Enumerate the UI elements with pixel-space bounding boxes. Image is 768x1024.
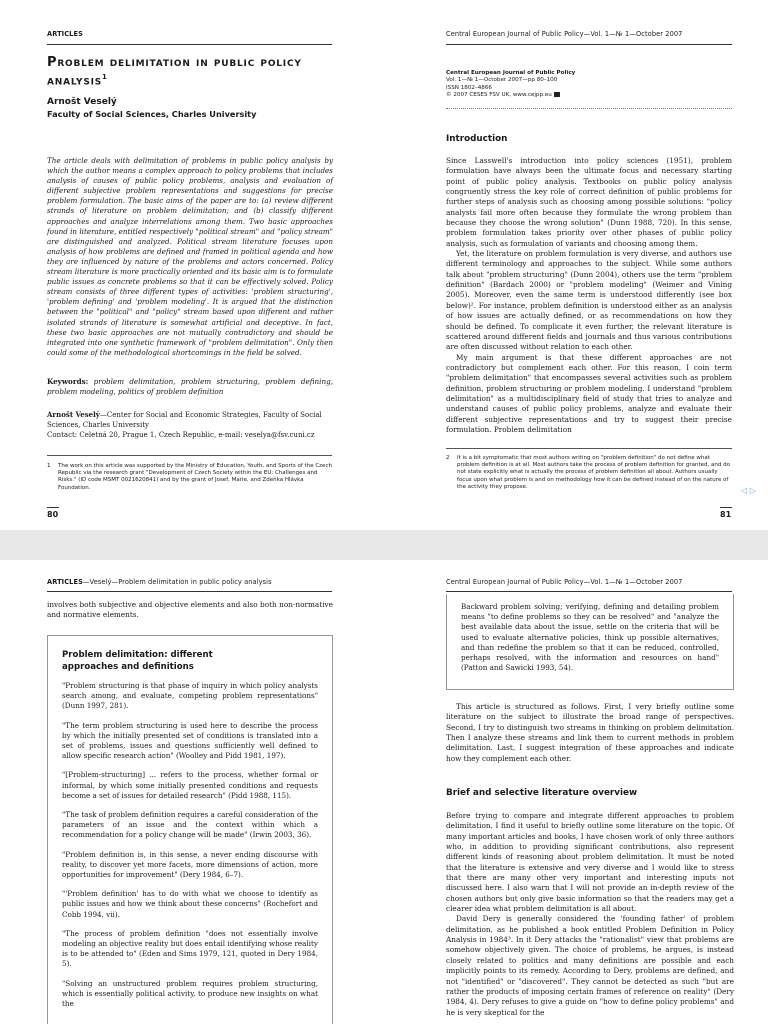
- footnote: The work on this article was supported by the Ministry of Education, Youth, and Sports of the Czech Republic via the research grant "Development of Czech Society within the EU: Challenges and Risks." (ID code MSMT 0021620841) and by the grant of Josef, Marie, and Zdeňka Hlávka Foundation.: [58, 463, 332, 491]
- footnote-number: 2: [446, 455, 450, 461]
- running-header: Central European Journal of Public Policy—Vol. 1—№ 1—October 2007: [446, 578, 683, 586]
- structure-paragraph: This article is structured as follows. First, I very briefly outline some literature on the subject to illustrate the broad range of perspectives. Second, I try to distinguish two streams in thinking on problem delimitation. Then I analyze these streams and link them to current methods in problem delimitation. Last, I suggest integration of these approaches and indicate how they complement each other.: [446, 702, 734, 763]
- definitions-box: [47, 635, 333, 1024]
- continued-text: involves both subjective and objective elements and also both non-normative and normative elements.: [47, 600, 333, 620]
- page-nav-arrows-icon[interactable]: ◁ ▷: [741, 486, 756, 495]
- abstract: The article deals with delimitation of problems in public policy analysis by which the author means a complex approach to policy problems that includes analysis of causes of public policy problems, analysis and evaluation of different subjective problem representations and suggestions for precise problem formulation. The basic aims of the paper are to: (a) review different strands of literature on problem delimitation; and (b) classify different approaches and analyze interrelations among them. Two basic approaches found in literature, entitled respectively "political stream" and "policy stream" are distinguished and analyzed. Political stream literature focuses upon analysis of how problems are defined and framed in political agenda and how they are influenced by nature of the problems and actors concerned. Policy stream literature is more practically oriented and its basic aim is to formulate public issues as concrete problems so that it can be effectively solved. Policy stream consists of three different types of activities: 'problem structuring', 'problem defining' and 'problem modeling'. It is argued that the distinction between the "political" and "policy" stream based upon different and rather isolated strands of literature is somewhat artificial and deceptive. In fact, these two basic approaches are not mutually contradictory and should be integrated into one synthetic framework of "problem delimitation". Only then could some of the methodological shortcomings in the field be solved.: [47, 156, 333, 357]
- running-header: ARTICLES—Veselý—Problem delimitation in public policy analysis: [47, 578, 272, 586]
- quote-item: "Problem definition is, in this sense, a never ending discourse with reality, to discover yet more facets, more dimensions of action, more opportunities for improvement" (Dery 1984, 6–7).: [62, 849, 318, 880]
- footnote: It is a bit symptomatic that most authors writing on "problem definition" do not define what problem definition is at all. Most authors take the process of problem definition for granted, and do not state explicitly what is actually the process of problem definition all about. Authors usually focus upon what problem is and on methodology how it can be defined instead of on the nature of the activity they propose.: [457, 455, 730, 490]
- page-number: 81: [720, 510, 732, 519]
- quote-item: "[Problem-structuring] ... refers to the process, whether formal or informal, by which some initially presented conditions and requests become a set of issues for detailed research" (Pidd 1988, 115).: [62, 770, 318, 800]
- author-name: Arnošt Veselý: [47, 97, 117, 107]
- journal-info-rule: [446, 108, 732, 109]
- article-title: Problem delimitation in public policy analysis$^1$: [47, 55, 302, 89]
- box-title: Problem delimitation: different approaches and definitions: [62, 650, 213, 672]
- page-83: [384, 560, 768, 1024]
- literature-text: Before trying to compare and integrate different approaches to problem delimitation, I find it useful to briefly outline some literature on the topic. Of many important articles and books, I have chosen work of only three authors who, in addition to providing significant contributions, also represent different kinds of reasoning about problem delimitation. It must be noted that the literature is extensive and very diverse and I would like to stress that there are many other very important and interesting inputs not discussed here. I also warn that I will not provide an in-depth review of the chosen authors but only give basic information so that the readers may get a clearer idea what problem delimitation is all about. David Dery is generally considered the 'founding father' of problem delimitation, as he published a book entitled Problem Definition in Policy Analysis in 1984³. In it Dery attacks the "rationalist" view that problems are somehow objectively given. The choice of problems, he argues, is instead closely related to politics and many definitions are possible and each implicitly points to its remedy. According to Dery, problems are defined, and not "identified" or "discovered". They cannot be detected as such "but are rather the products of imposing certain frames of reference on reality" (Dery 1984, 4). Dery refuses to give a guide on "how to define policy problems" and he is very skeptical for the: [446, 811, 734, 1017]
- header-rule: [47, 44, 332, 45]
- quote-item: Backward problem solving; verifying, defining and detailing problem means "to define problems so they can be resolved" and "analyze the best available data about the issue, settle on the criteria that will be used to evaluate alternative policies, think up possible alternatives, and than redefine the problem so that it can be reduced, controlled, perhaps resolved, with the information and resources on hand" (Patton and Sawicki 1993, 54).: [461, 602, 719, 673]
- page-number: 80: [47, 510, 59, 519]
- author-affiliation: Faculty of Social Sciences, Charles University: [47, 109, 257, 119]
- cc-icon: [554, 92, 560, 97]
- introduction-text: Since Lasswell's introduction into policy sciences (1951), problem formulation have always been the ultimate focus and necessary starting point of public policy analysis. Textbooks on public policy analysis congruently stress the key role of correct definition of public problems for further steps of analysis such as choosing among possible solutions: "policy analysts fail more often because they formulate the wrong problem than because they choose the wrong solution" (Dunn 1988, 720). In this sense, problem formulation takes priority over other phases of public policy analysis, such as formulation of variants and choosing among them. Yet, the literature on problem formulation is very diverse, and authors use different terminology and approaches to the subject. While some authors talk about "problem structuring" (Dunn 2004), others use the term "problem definition" (Bardach 2000) or "problem modeling" (Weimer and Vining 2005). Moreover, even the same term is understood differently (see box below)². For instance, problem definition is understood either as an analysis of how issues are actually defined, or as recommendations on how they should be defined. To complicate it even further, the relevant literature is scattered around different fields and journals and thus various contributions are often discussed without relation to each other. My main argument is that these different approaches are not contradictory but complement each other. For this reason, I coin term "problem delimitation" that encompasses several activities such as problem definition, problem structuring or problem modeling. I understand "problem delimitation" as a multidisciplinary field of study that tries to analyze and understand causes of public policy problems, analyze and evaluate their different subjective representations and try to suggest their precise formulation. Problem delimitation: [446, 156, 732, 434]
- header-rule: [47, 591, 332, 592]
- header-rule: [446, 591, 732, 592]
- running-header: Central European Journal of Public Policy—Vol. 1—№ 1—October 2007: [446, 30, 683, 38]
- page-number-rule: [720, 507, 732, 508]
- quote-item: "'Problem definition' has to do with what we choose to identify as public issues and how we think about these concerns" (Rochefort and Cobb 1994, vii).: [62, 889, 318, 919]
- contact: Contact: Celetná 20, Prague 1, Czech Republic, e-mail: veselya@fsv.cuni.cz: [47, 431, 315, 439]
- journal-info: Central European Journal of Public Policy Vol. 1—№ 1—October 2007—pp 80–100 ISSN 1802–4866 © 2007 CESES FSV UK, www.cejpp.eu: [446, 70, 576, 99]
- quote-item: "Problem structuring is that phase of inquiry in which policy analysts search among, and evaluate, competing problem representations" (Dunn 1997, 281).: [62, 681, 318, 711]
- page-81: [384, 0, 768, 530]
- header-rule: [446, 44, 732, 45]
- section-heading-introduction: Introduction: [446, 134, 508, 144]
- page-80: [0, 0, 384, 530]
- author-note: Arnošt Veselý—Center for Social and Economic Strategies, Faculty of Social Sciences, Charles University Contact: Celetná 20, Prague 1, Czech Republic, e-mail: veselya@fsv.cuni.cz: [47, 410, 322, 439]
- page-number-rule: [47, 507, 59, 508]
- quote-item: "The process of problem definition "does not essentially involve modeling an objective reality but does entail identifying whose reality is to be attended to" (Eden and Sims 1979, 121, quoted in Dery 1984, 5).: [62, 928, 318, 969]
- definitions-box-continued: [446, 594, 734, 690]
- keywords: Keywords: problem delimitation, problem structuring, problem defining, problem modeling, politics of problem definition: [47, 377, 333, 397]
- section-heading-literature: Brief and selective literature overview: [446, 788, 638, 798]
- quote-item: "The term problem structuring is used here to describe the process by which the initially presented set of conditions is translated into a set of problems, issues and questions sufficiently well defined to allow specific research action" (Woolley and Pidd 1981, 197).: [62, 720, 318, 761]
- quote-item: "The task of problem definition requires a careful consideration of the parameters of an issue and the context within which a recommendation for a policy change will be made" (Irwin 2003, 36).: [62, 810, 319, 840]
- footnote-number: 1: [47, 463, 51, 469]
- running-header: ARTICLES: [47, 30, 83, 38]
- footnote-rule: [47, 455, 332, 456]
- footnote-rule: [446, 448, 732, 449]
- quote-item: "Solving an unstructured problem requires problem structuring, which is essentially political activity, to produce new insights on what the: [62, 978, 318, 1009]
- page-82: [0, 560, 384, 1024]
